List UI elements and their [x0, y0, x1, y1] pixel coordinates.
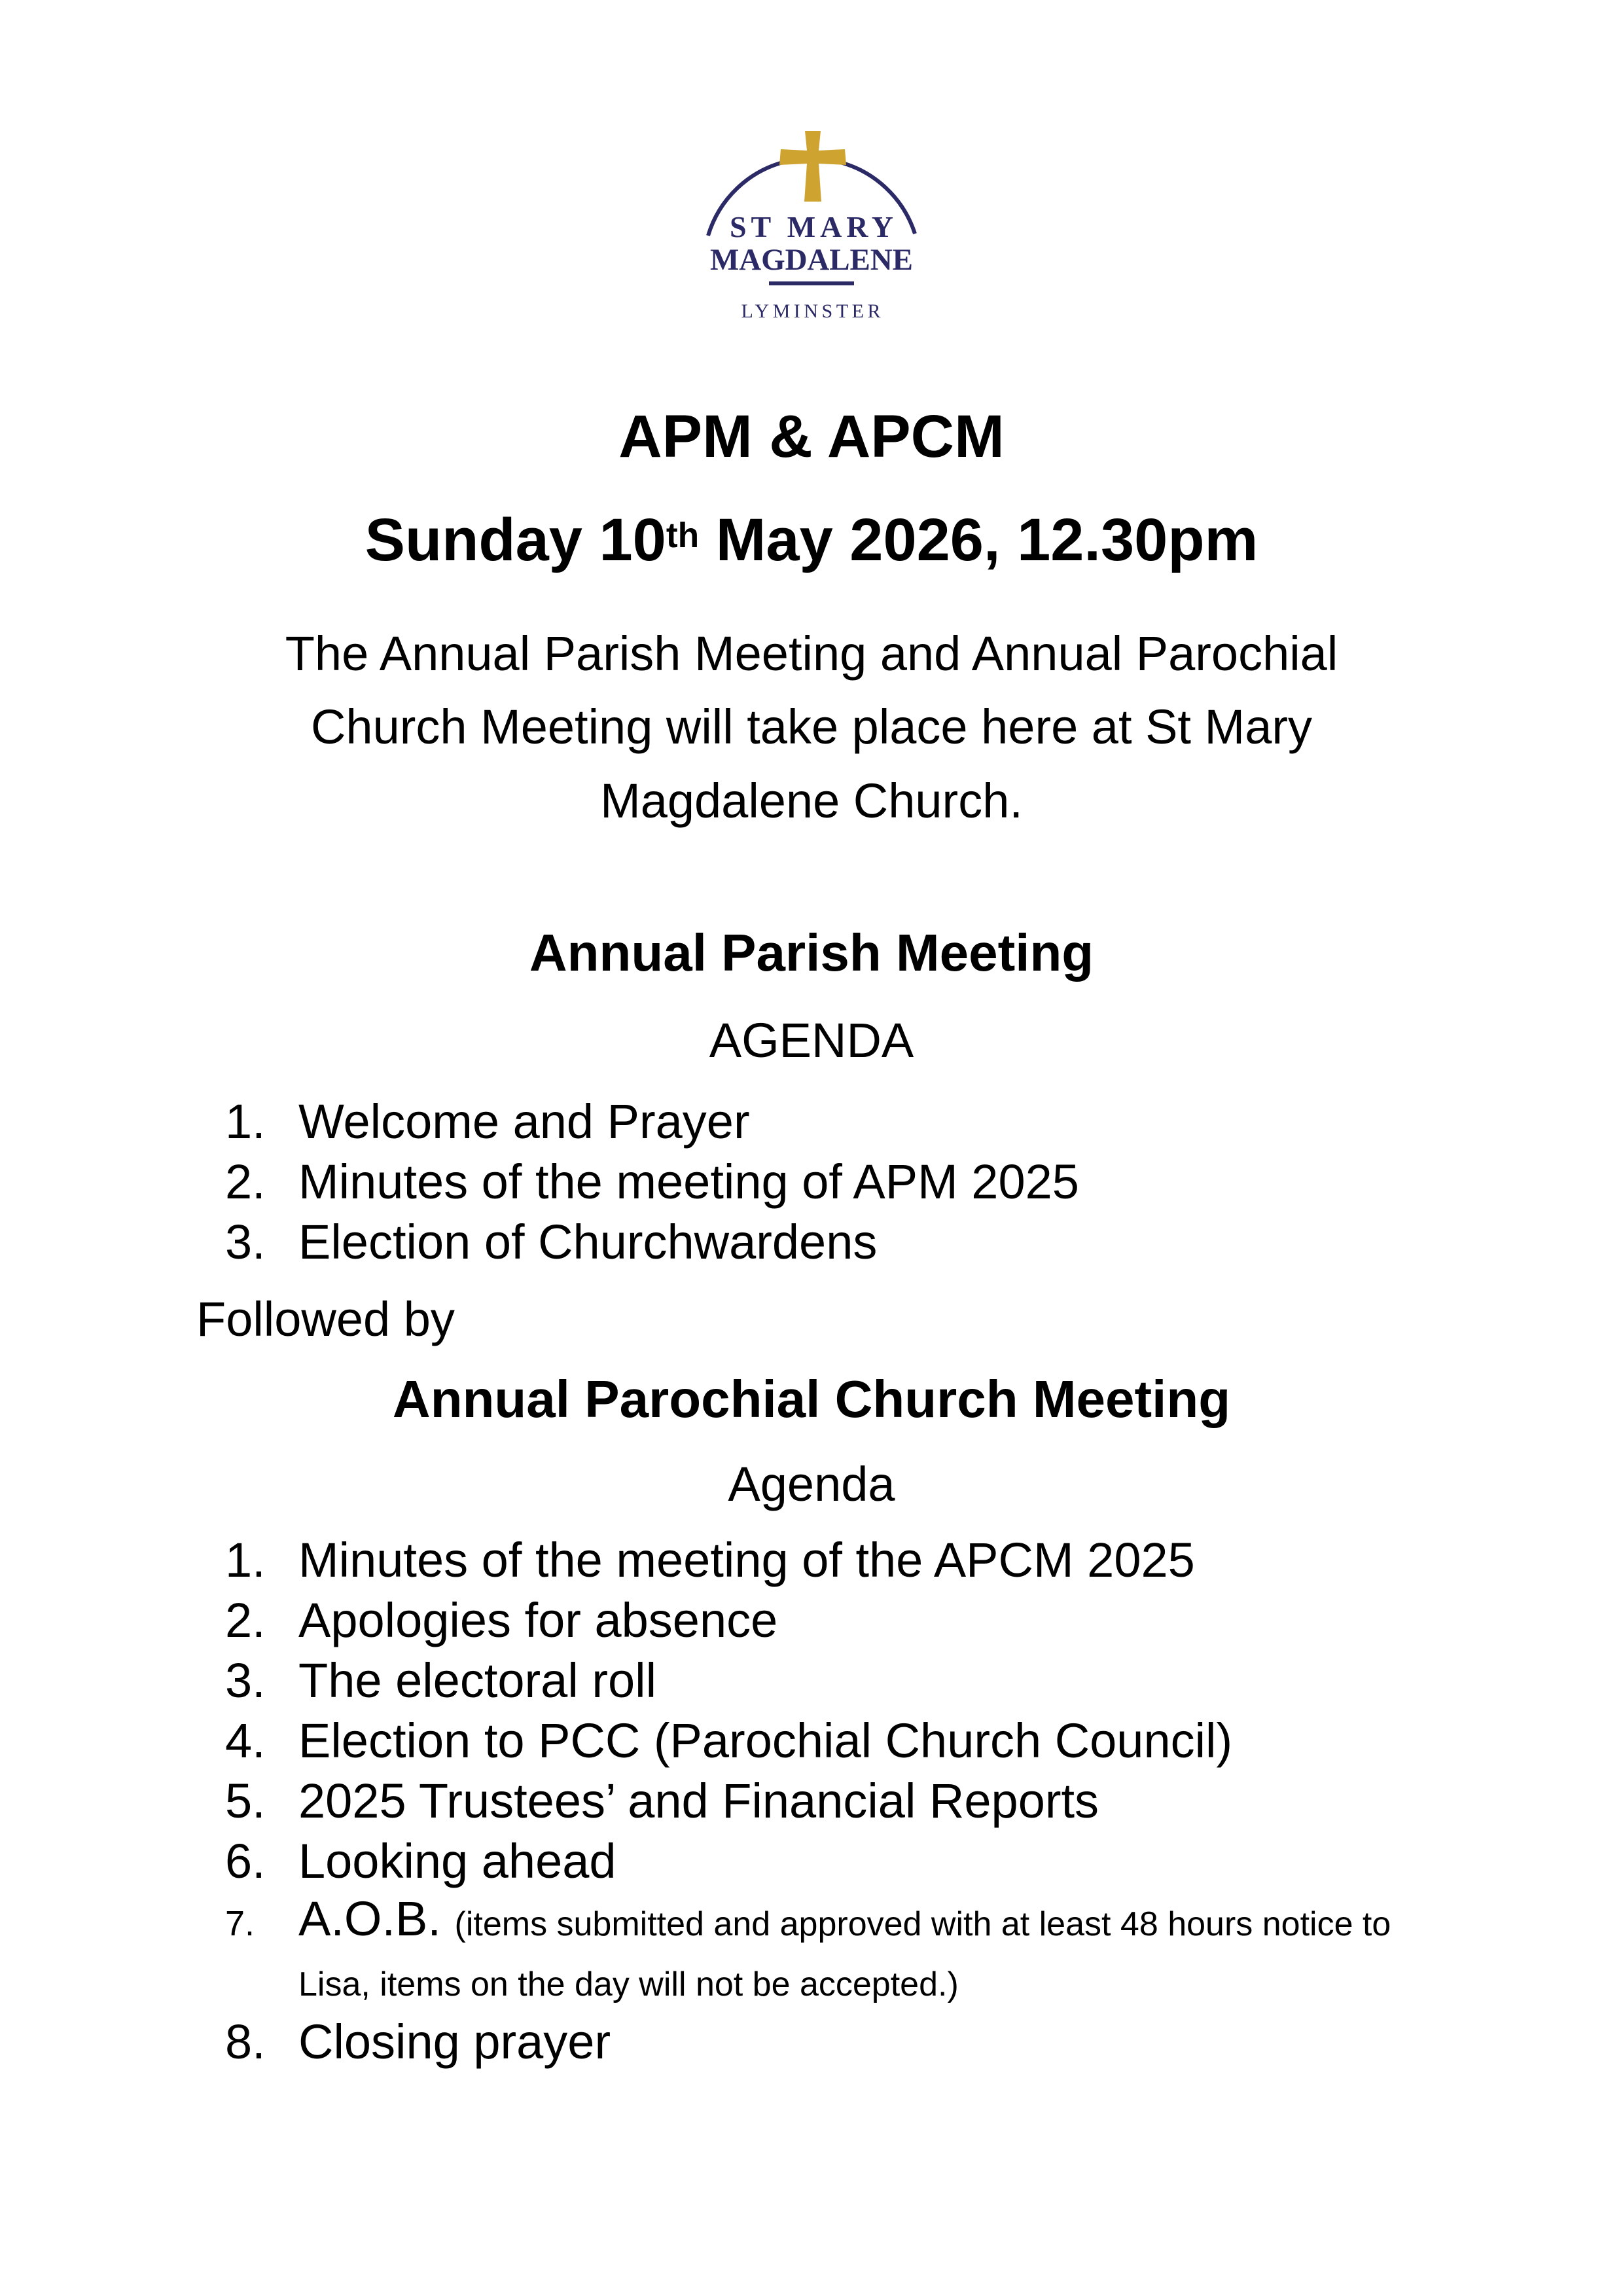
apm-list-item-3 [196, 1212, 1427, 1272]
item-text: 2025 Trustees’ and Financial Reports [298, 1774, 1099, 1829]
item-number: 1. [225, 1094, 266, 1149]
item-text [298, 1892, 1427, 2012]
item-text: Election to PCC (Parochial Church Council) [298, 1713, 1233, 1768]
aob-label: A.O.B. [298, 1892, 441, 1946]
item-text: Apologies for absence [298, 1593, 778, 1648]
item-number: 7. [225, 1904, 255, 1944]
date-text-rest: May 2026, 12.30pm [699, 507, 1258, 574]
logo-location: LYMINSTER [741, 300, 882, 322]
item-number: 6. [225, 1834, 266, 1889]
date-text: Sunday 10 [365, 507, 666, 574]
logo-name-line-2: MAGDALENE [710, 243, 913, 277]
apcm-list-item-8 [196, 2012, 1427, 2072]
apcm-list-item-7 [196, 1892, 1427, 2012]
aob-note: (items submitted and approved with at least 48 hours notice to Lisa, items on the day will not be accepted.) [298, 1905, 1391, 2004]
logo-divider [769, 281, 854, 285]
item-number: 2. [225, 1593, 266, 1648]
date-ordinal-superscript: th [666, 516, 700, 556]
church-logo-graphic [694, 124, 929, 327]
item-number: 5. [225, 1774, 266, 1829]
apm-list-item-1 [196, 1092, 1427, 1152]
date-heading [196, 504, 1427, 576]
apm-section-heading: Annual Parish Meeting [529, 924, 1094, 982]
followed-by-text: Followed by [196, 1292, 455, 1347]
item-text: The electoral roll [298, 1653, 657, 1708]
apcm-list-item-3 [196, 1651, 1427, 1711]
apcm-list-item-1 [196, 1530, 1427, 1590]
item-text: Looking ahead [298, 1834, 616, 1889]
item-number: 4. [225, 1713, 266, 1768]
apcm-list-item-2 [196, 1590, 1427, 1651]
item-text: Closing prayer [298, 2015, 611, 2070]
apm-list-item-2 [196, 1152, 1427, 1212]
apcm-section-heading: Annual Parochial Church Meeting [392, 1370, 1231, 1429]
item-number: 8. [225, 2015, 266, 2070]
item-text: Welcome and Prayer [298, 1094, 750, 1149]
page-title: APM & APCM [618, 403, 1005, 470]
logo-name-line-1: ST MARY [730, 210, 893, 243]
item-number: 1. [225, 1533, 266, 1588]
item-text: Election of Churchwardens [298, 1215, 878, 1270]
item-number: 3. [225, 1653, 266, 1708]
apm-agenda-list [196, 1092, 1427, 1272]
item-number: 2. [225, 1155, 266, 1210]
item-text: Minutes of the meeting of APM 2025 [298, 1155, 1079, 1210]
item-text: Minutes of the meeting of the APCM 2025 [298, 1533, 1195, 1588]
apcm-list-item-6 [196, 1831, 1427, 1892]
item-number: 3. [225, 1215, 266, 1270]
apcm-agenda-label: Agenda [728, 1457, 895, 1512]
dome-arc-left [708, 162, 785, 236]
church-logo [694, 124, 929, 327]
apm-agenda-label: AGENDA [709, 1013, 914, 1068]
cross-icon [779, 131, 846, 202]
apcm-list-item-5 [196, 1771, 1427, 1831]
intro-paragraph: The Annual Parish Meeting and Annual Parochial Church Meeting will take place here at St Mary Magdalene Church. [285, 626, 1338, 828]
apcm-list-item-4 [196, 1711, 1427, 1771]
apcm-agenda-list [196, 1530, 1427, 2072]
